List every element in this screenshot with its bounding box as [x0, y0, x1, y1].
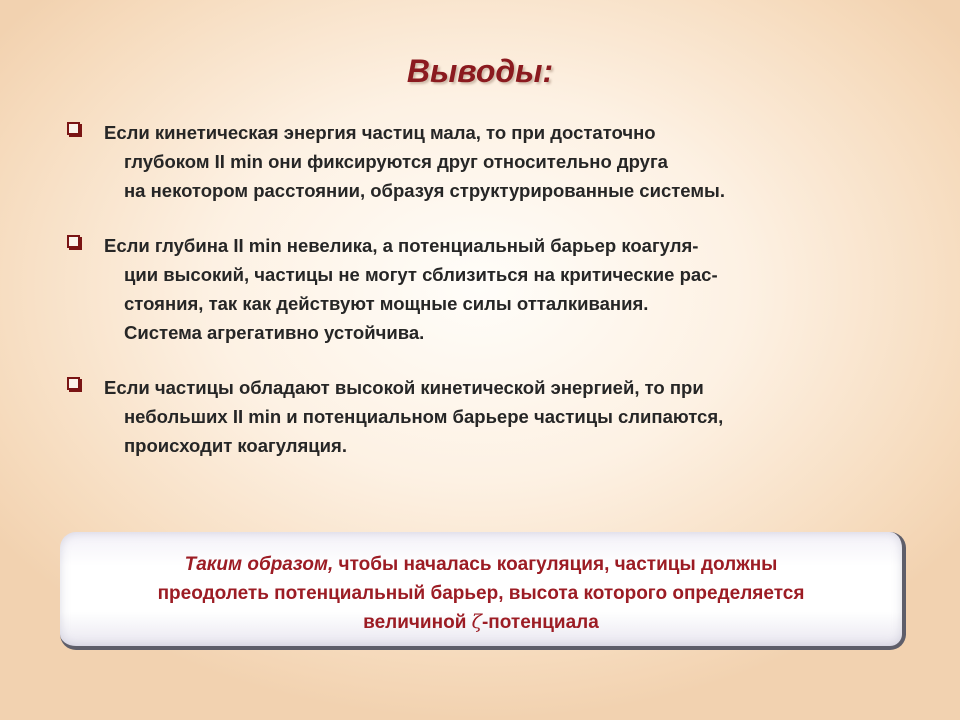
summary-line: преодолеть потенциальный барьер, высота которого определяется — [157, 583, 805, 604]
hollow-square-bullet-icon — [67, 377, 80, 390]
slide-title: Выводы: — [406, 53, 554, 90]
bullet-line: происходит коагуляция. — [124, 435, 347, 456]
bullet-list — [64, 118, 924, 486]
bullet-line: Если глубина II min невелика, а потенциальный барьер коагуля- — [104, 235, 699, 256]
bullet-line: на некотором расстоянии, образуя структурированные системы. — [124, 180, 725, 201]
bullet-text — [104, 118, 924, 205]
bullet-line: Если кинетическая энергия частиц мала, то при достаточно — [104, 122, 656, 143]
summary-lead: Таким образом, — [184, 554, 334, 575]
bullet-line: глубоком II min они фиксируются друг относительно друга — [124, 151, 668, 172]
bullet-text — [104, 373, 924, 460]
bullet-line: Система агрегативно устойчива. — [124, 322, 425, 343]
summary-line-3-suffix: -потенциала — [481, 612, 599, 633]
hollow-square-bullet-icon — [67, 235, 80, 248]
bullet-line: стояния, так как действуют мощные силы отталкивания. — [124, 293, 649, 314]
bullet-text — [104, 231, 924, 347]
summary-box — [60, 532, 906, 650]
hollow-square-bullet-icon — [67, 122, 80, 135]
bullet-item — [64, 373, 924, 460]
summary-line-1-text: чтобы началась коагуляция, частицы должны — [333, 554, 778, 575]
bullet-item — [64, 118, 924, 205]
bullet-line: небольших II min и потенциальном барьере частицы слипаются, — [124, 406, 724, 427]
summary-line — [60, 608, 902, 637]
bullet-line: ции высокий, частицы не могут сблизиться на критические рас- — [124, 264, 718, 285]
summary-line — [60, 550, 902, 579]
zeta-symbol: ζ — [471, 611, 482, 633]
summary-line-3-prefix: величиной — [363, 612, 472, 633]
bullet-line: Если частицы обладают высокой кинетической энергией, то при — [104, 377, 704, 398]
bullet-item — [64, 231, 924, 347]
